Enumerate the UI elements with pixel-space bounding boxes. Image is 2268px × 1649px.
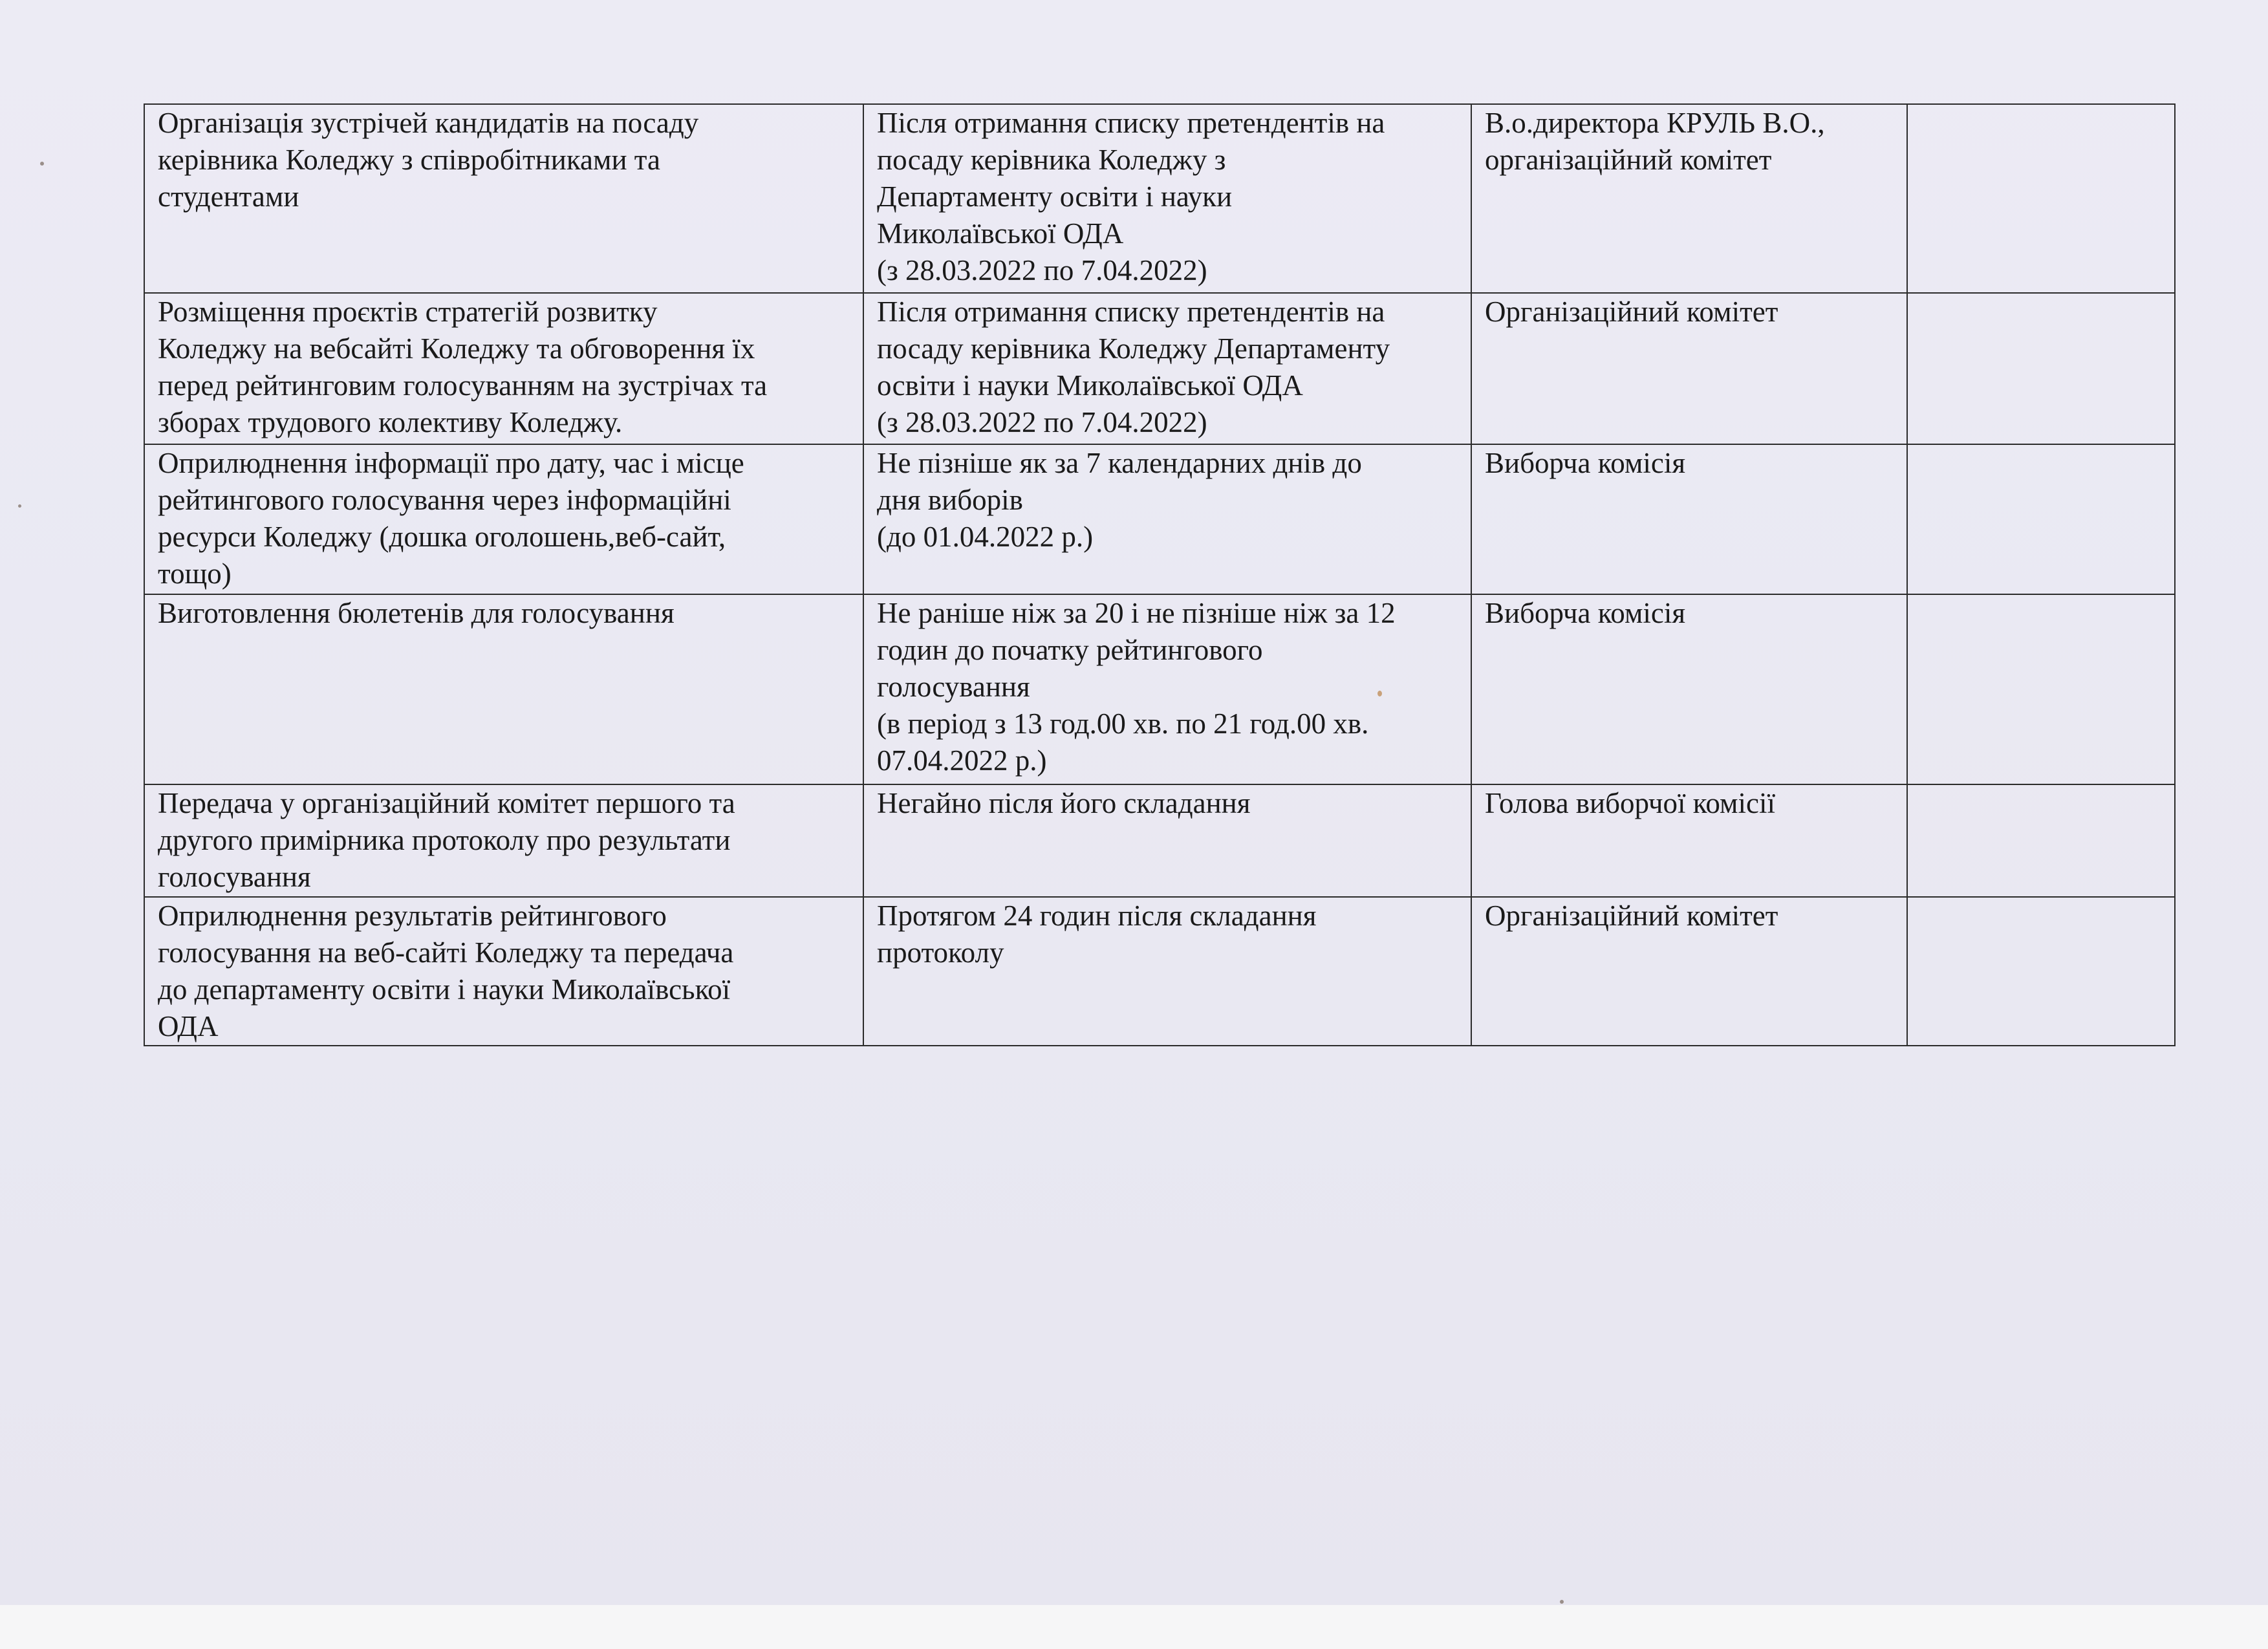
- activity-cell: Оприлюднення результатів рейтингового голосування на веб-сайті Коледжу та передача до департаменту освіти і науки Миколаївської ОДА: [144, 897, 863, 1046]
- responsible-cell: Організаційний комітет: [1471, 293, 1907, 444]
- election-schedule-table: [144, 103, 2176, 1046]
- table-row: [144, 444, 2175, 594]
- deadline-cell: Не раніше ніж за 20 і не пізніше ніж за 12 годин до початку рейтингового голосування (в період з 13 год.00 хв. по 21 год.00 хв. 07.04.2022 р.): [863, 594, 1471, 784]
- responsible-cell: В.о.директора КРУЛЬ В.О., організаційний комітет: [1471, 104, 1907, 293]
- activity-cell: Розміщення проєктів стратегій розвитку Коледжу на вебсайті Коледжу та обговорення їх перед рейтинговим голосуванням на зустрічах та зборах трудового колективу Коледжу.: [144, 293, 863, 444]
- responsible-cell: Голова виборчої комісії: [1471, 784, 1907, 897]
- deadline-cell: Протягом 24 годин після складання протоколу: [863, 897, 1471, 1046]
- responsible-cell: Виборча комісія: [1471, 444, 1907, 594]
- scan-speck: [1560, 1600, 1564, 1604]
- table-row: [144, 594, 2175, 784]
- table-row: [144, 784, 2175, 897]
- deadline-cell: Після отримання списку претендентів на посаду керівника Коледжу Департаменту освіти і науки Миколаївської ОДА (з 28.03.2022 по 7.04.2022): [863, 293, 1471, 444]
- note-cell: [1907, 897, 2175, 1046]
- activity-cell: Оприлюднення інформації про дату, час і місце рейтингового голосування через інформаційні ресурси Коледжу (дошка оголошень,веб-сайт, тощо): [144, 444, 863, 594]
- deadline-cell: Негайно після його складання: [863, 784, 1471, 897]
- scan-speck: [18, 504, 21, 508]
- note-cell: [1907, 104, 2175, 293]
- note-cell: [1907, 293, 2175, 444]
- responsible-cell: Організаційний комітет: [1471, 897, 1907, 1046]
- activity-cell: Виготовлення бюлетенів для голосування: [144, 594, 863, 784]
- table-row: [144, 104, 2175, 293]
- scan-bottom-edge: [0, 1605, 2268, 1649]
- table-row: [144, 897, 2175, 1046]
- activity-cell: Передача у організаційний комітет першого та другого примірника протоколу про результати голосування: [144, 784, 863, 897]
- note-cell: [1907, 784, 2175, 897]
- table-row: [144, 293, 2175, 444]
- deadline-cell: Не пізніше як за 7 календарних днів до дня виборів (до 01.04.2022 р.): [863, 444, 1471, 594]
- activity-cell: Організація зустрічей кандидатів на посаду керівника Коледжу з співробітниками та студентами: [144, 104, 863, 293]
- deadline-cell: Після отримання списку претендентів на посаду керівника Коледжу з Департаменту освіти і науки Миколаївської ОДА (з 28.03.2022 по 7.04.2022): [863, 104, 1471, 293]
- responsible-cell: Виборча комісія: [1471, 594, 1907, 784]
- scan-speck: [40, 162, 44, 166]
- note-cell: [1907, 444, 2175, 594]
- note-cell: [1907, 594, 2175, 784]
